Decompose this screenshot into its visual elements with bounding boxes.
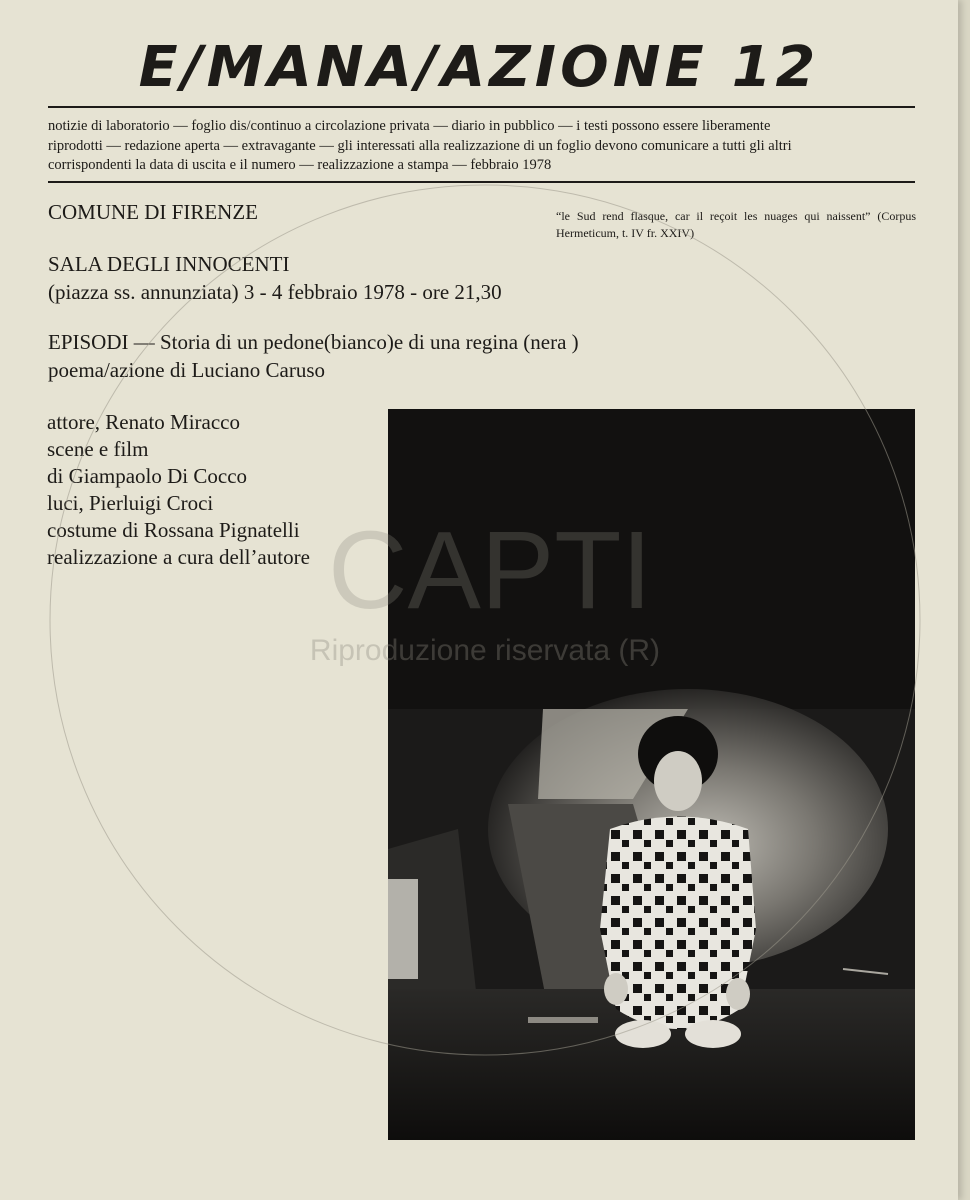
hermetic-quote: “le Sud rend flasque, car il reçoit les nuages qui naissent” (Corpus Hermeticum, t. IV fr. XXIV): [556, 209, 916, 240]
credit-line: scene e film: [47, 437, 149, 461]
credits-list: [47, 409, 310, 571]
credit-line: realizzazione a cura dell’autore: [47, 545, 310, 569]
show-title: EPISODI — Storia di un pedone(bianco)e di una regina (nera ): [48, 330, 579, 354]
watermark-logo: CAPTI: [328, 509, 652, 632]
top-rule: [48, 106, 915, 108]
venue-city: COMUNE DI FIRENZE: [48, 200, 258, 224]
intro-line: riprodotti — redazione aperta — extravagante — gli interessati alla realizzazione di un foglio devono comunicare a tutti gli altri: [48, 137, 792, 154]
venue-hall: SALA DEGLI INNOCENTI: [48, 252, 290, 276]
show-subtitle: poema/azione di Luciano Caruso: [48, 358, 325, 382]
credit-line: luci, Pierluigi Croci: [47, 491, 214, 515]
credit-line: costume di Rossana Pignatelli: [47, 518, 300, 542]
bottom-rule: [48, 181, 915, 183]
intro-paragraph: [48, 117, 916, 176]
intro-line: notizie di laboratorio — foglio dis/continuo a circolazione privata — diario in pubblico — i testi possono essere liberamente: [48, 118, 771, 134]
intro-line: corrispondenti la data di uscita e il numero — realizzazione a stampa — febbraio 1978: [48, 157, 552, 173]
credit-line: attore, Renato Miracco: [47, 410, 240, 434]
performance-photo: [388, 409, 915, 1140]
performer-illustration: [388, 409, 915, 1140]
credit-line: di Giampaolo Di Cocco: [47, 464, 248, 488]
venue-details: (piazza ss. annunziata) 3 - 4 febbraio 1978 - ore 21,30: [48, 280, 502, 304]
watermark-text: Riproduzione riservata (R): [309, 634, 661, 667]
masthead-title: E/MANA/AZIONE 12: [138, 35, 820, 100]
